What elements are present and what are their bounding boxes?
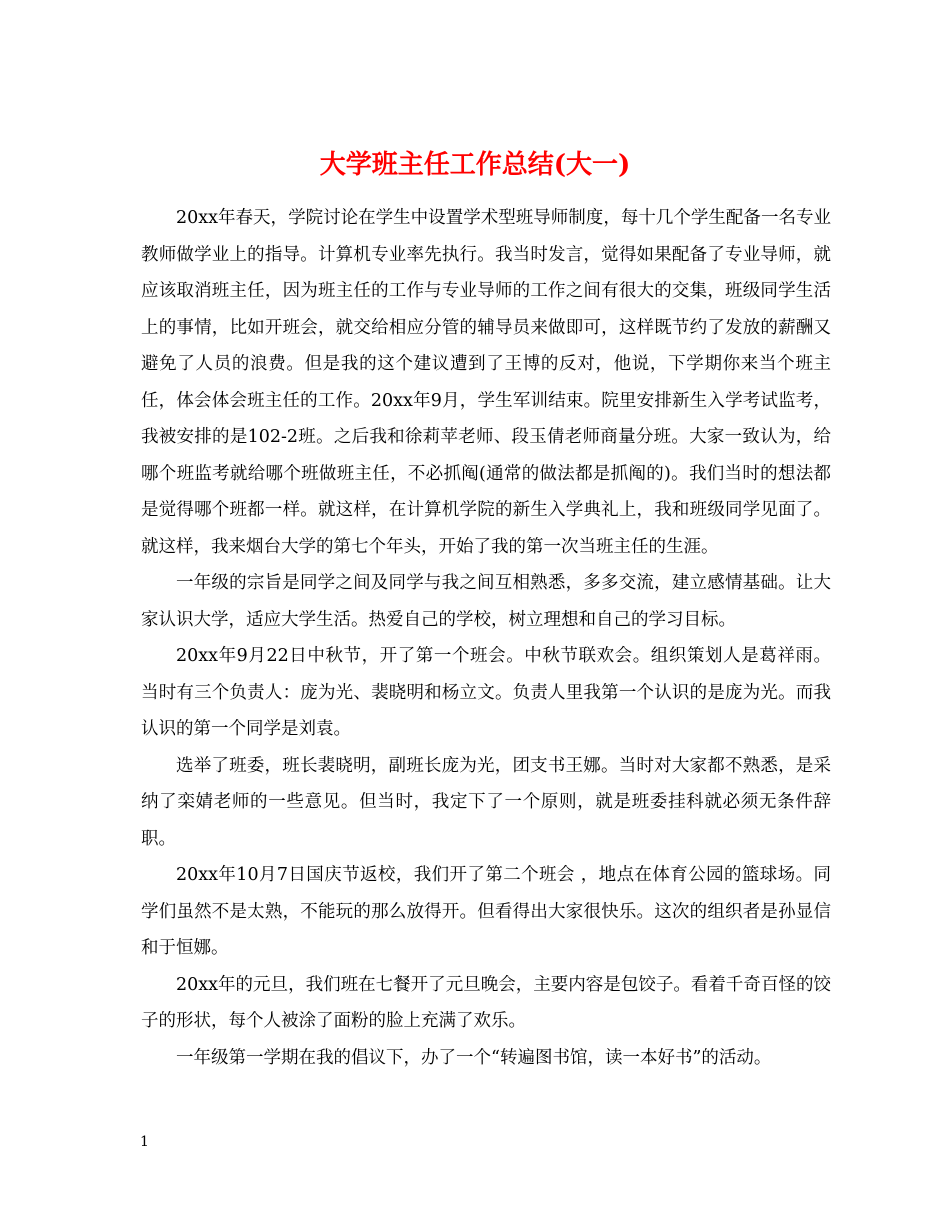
paragraph: 20xx年的元旦，我们班在七餐开了元旦晚会，主要内容是包饺子。看着千奇百怪的饺子的形状，每个人被涂了面粉的脸上充满了欢乐。 bbox=[141, 974, 831, 1031]
document-title: 大学班主任工作总结(大一) bbox=[319, 150, 631, 181]
paragraph: 20xx年春天，学院讨论在学生中设置学术型班导师制度，每十几个学生配备一名专业教师做学业上的指导。计算机专业率先执行。我当时发言，觉得如果配备了专业导师，就应该取消班主任，因为班主任的工作与专业导师的工作之间有很大的交集，班级同学生活上的事情，比如开班会，就交给相应分管的辅导员来做即可，这样既节约了发放的薪酬又避免了人员的浪费。但是我的这个建议遭到了王博的反对，他说，下学期你来当个班主任，体会体会班主任的工作。20xx年9月，学生军训结束。院里安排新生入学考试监考，我被安排的是102-2班。之后我和徐莉苹老师、段玉倩老师商量分班。大家一致认为，给哪个班监考就给哪个班做班主任，不必抓阄(通常的做法都是抓阄的)。我们当时的想法都是觉得哪个班都一样。就这样，在计算机学院的新生入学典礼上，我和班级同学见面了。就这样，我来烟台大学的第七个年头，开始了我的第一次当班主任的生涯。 bbox=[141, 208, 831, 557]
document-body bbox=[141, 200, 831, 1076]
paragraph: 选举了班委，班长裴晓明，副班长庞为光，团支书王娜。当时对大家都不熟悉，是采纳了栾婧老师的一些意见。但当时，我定下了一个原则，就是班委挂科就必须无条件辞职。 bbox=[141, 755, 831, 849]
paragraph: 一年级的宗旨是同学之间及同学与我之间互相熟悉，多多交流，建立感情基础。让大家认识大学，适应大学生活。热爱自己的学校，树立理想和自己的学习目标。 bbox=[141, 573, 831, 630]
page-number: 1 bbox=[140, 1134, 149, 1150]
paragraph: 一年级第一学期在我的倡议下，办了一个“转遍图书馆，读一本好书”的活动。 bbox=[176, 1047, 772, 1068]
paragraph: 20xx年9月22日中秋节，开了第一个班会。中秋节联欢会。组织策划人是葛祥雨。 当时有三个负责人：庞为光、裴晓明和杨立文。负责人里我第一个认识的是庞为光。而我认识的第一个同学是刘袁。 bbox=[141, 646, 831, 739]
paragraph: 20xx年10月7日国庆节返校，我们开了第二个班会 ，地点在体育公园的篮球场。同学们虽然不是太熟，不能玩的那么放得开。但看得出大家很快乐。这次的组织者是孙显信和于恒娜。 bbox=[141, 865, 831, 958]
